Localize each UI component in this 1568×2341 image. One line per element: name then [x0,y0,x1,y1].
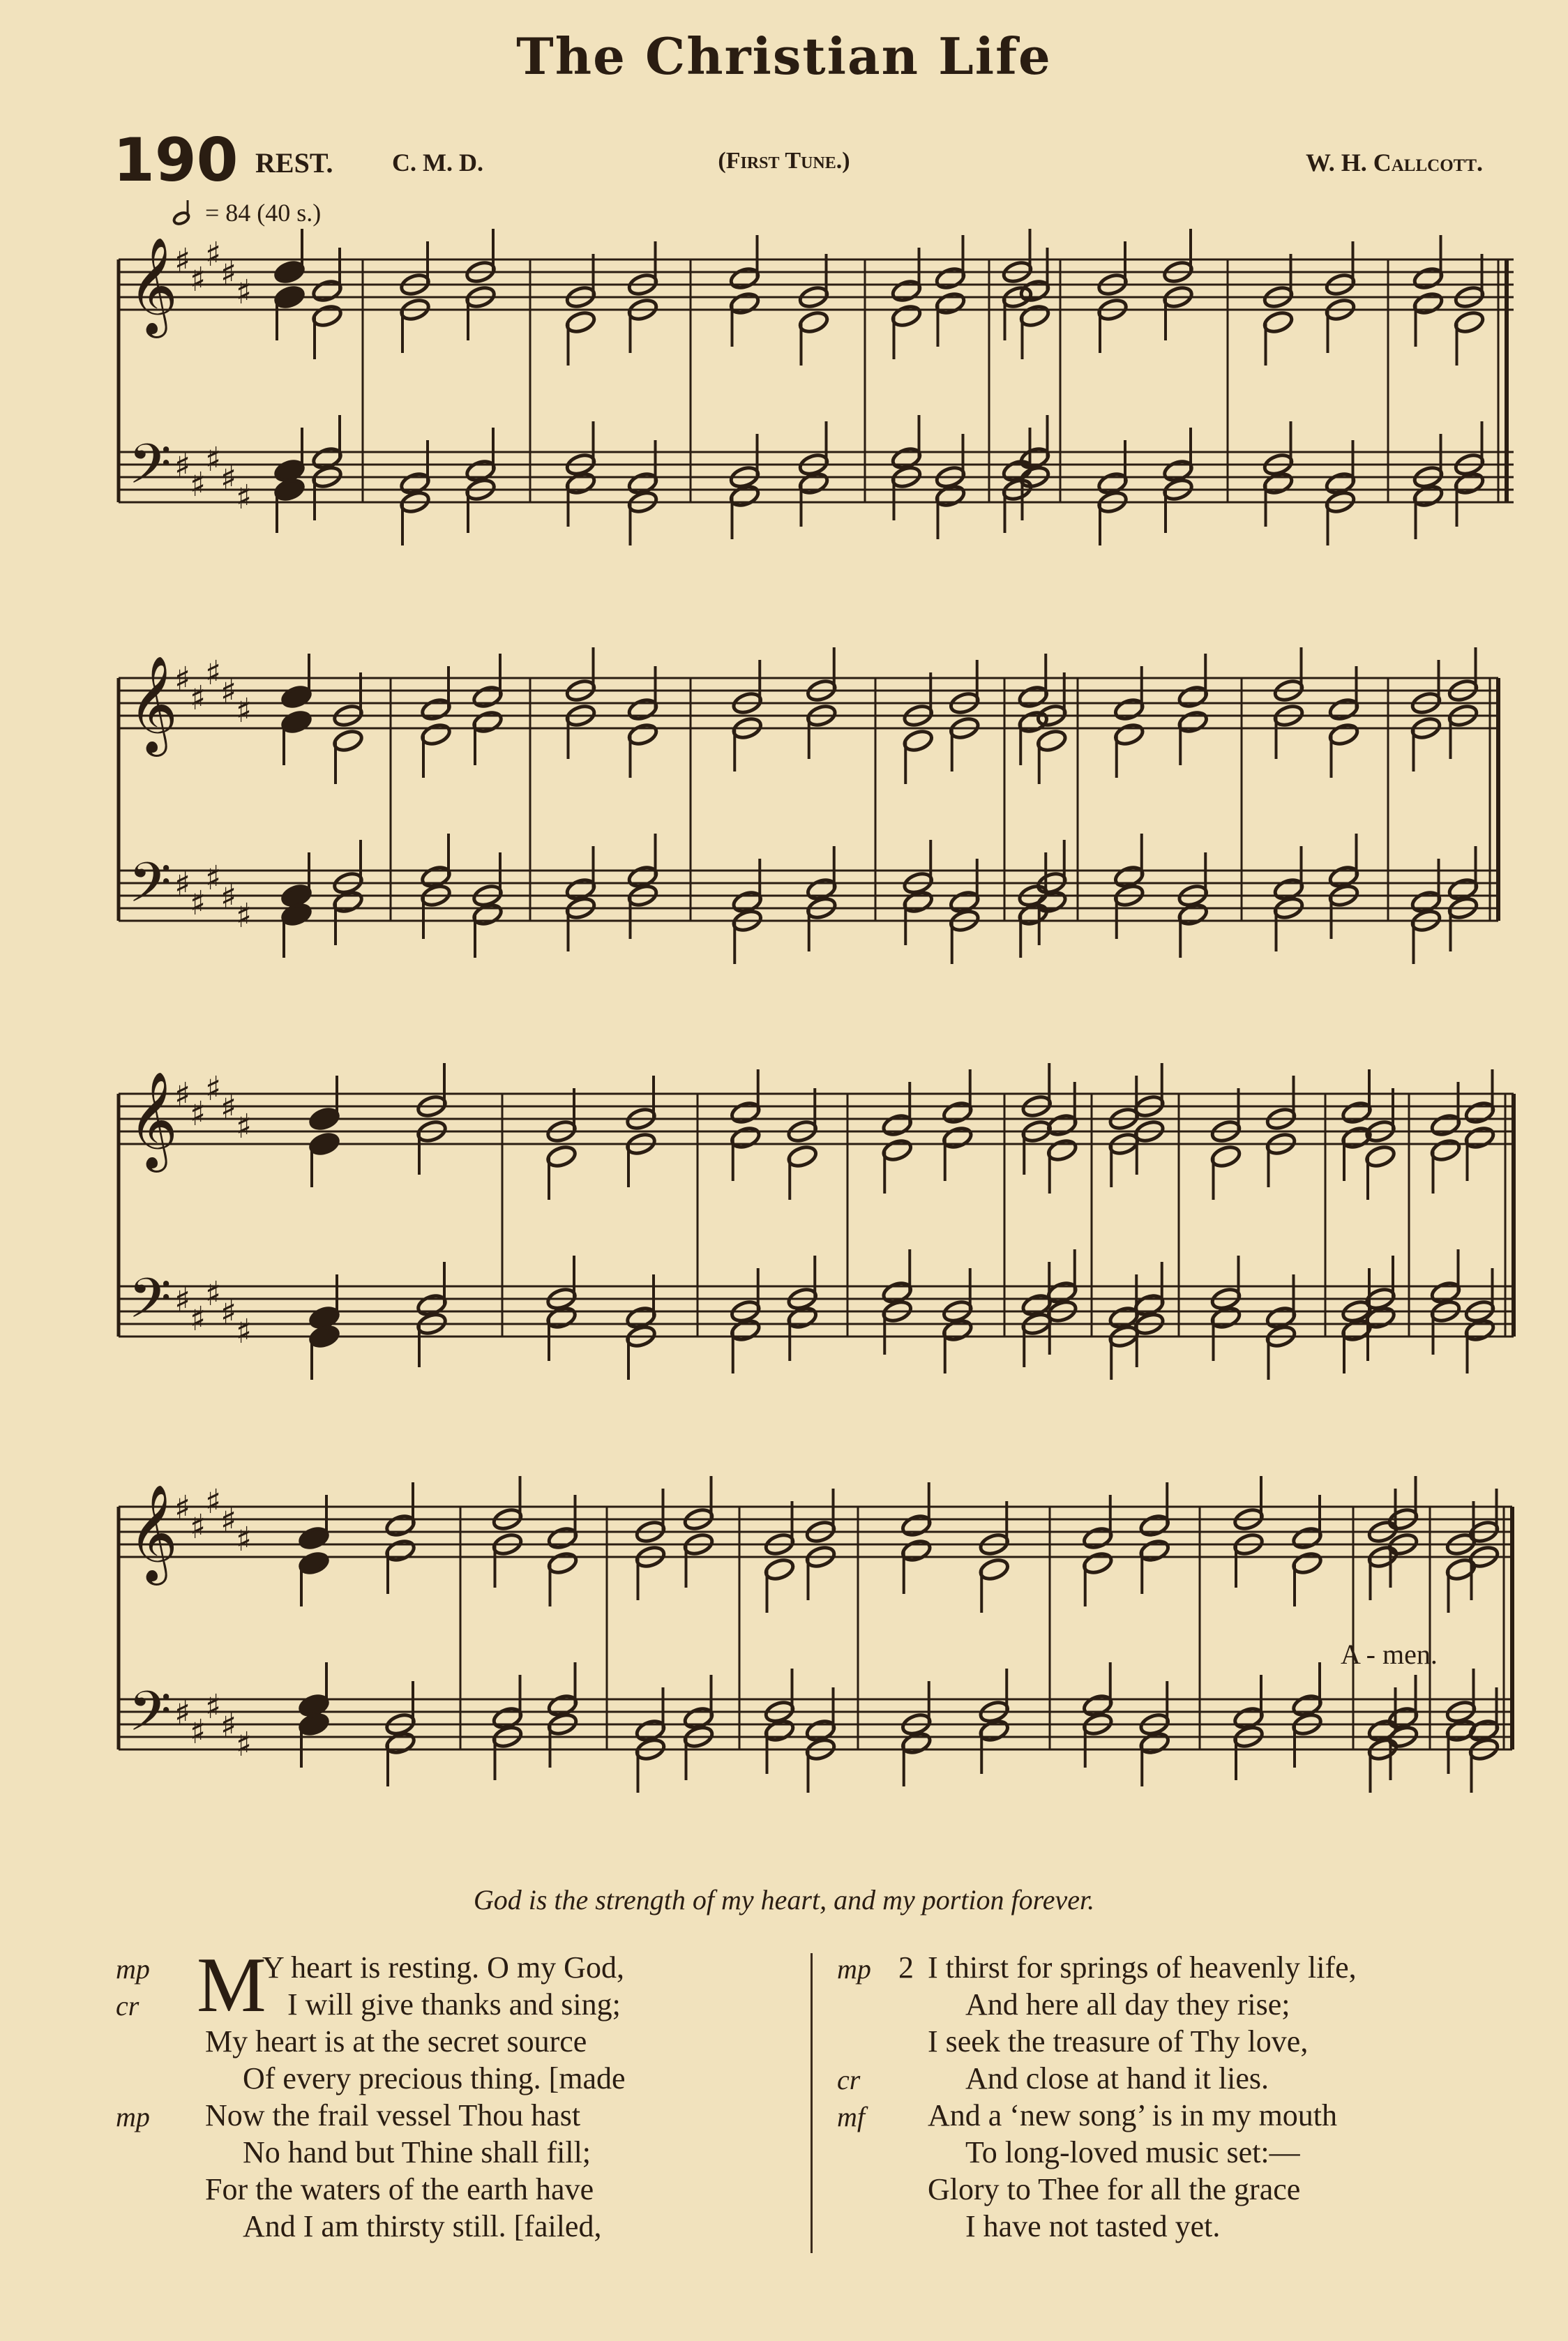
hymn-number: 190 [113,126,239,195]
sharp-icon: ♯ [190,1094,206,1134]
column-divider [811,1953,813,2253]
meter: C. M. D. [392,149,483,176]
verse-text: Glory to Thee for all the grace [928,2172,1301,2206]
verse-text: Now the frail vessel Thou hast [205,2098,581,2132]
sharp-icon: ♯ [205,235,222,274]
sharp-icon: ♯ [236,273,252,312]
sharp-icon: ♯ [236,1312,252,1351]
sharp-icon: ♯ [174,1489,191,1528]
sharp-icon: ♯ [236,1107,252,1146]
sharp-icon: ♯ [220,878,237,917]
sharp-icon: ♯ [174,865,191,904]
bass-clef-icon: 𝄢 [128,1266,172,1344]
sharp-icon: ♯ [220,672,237,712]
sharp-icon: ♯ [190,465,206,504]
dynamic-marking: cr [837,2064,861,2095]
sharp-icon: ♯ [220,1088,237,1127]
bass-clef-icon: 𝄢 [128,1679,172,1757]
epigraph: God is the strength of my heart, and my portion forever. [473,1884,1095,1915]
sharp-icon: ♯ [174,1281,191,1320]
dynamic-marking: cr [116,1990,140,2022]
sharp-icon: ♯ [236,478,252,517]
verse-text: I thirst for springs of heavenly life, [928,1950,1357,1985]
sharp-icon: ♯ [205,440,222,479]
amen-lyric: A - men. [1341,1639,1438,1670]
verse-text: And a ‘new song’ is in my mouth [928,2098,1338,2132]
verse-text: Y heart is resting. O my God, [262,1950,624,1985]
sharp-icon: ♯ [220,254,237,293]
sharp-icon: ♯ [236,896,252,935]
bass-clef-icon: 𝄢 [128,850,172,928]
sharp-icon: ♯ [174,660,191,699]
bass-clef-icon: 𝄢 [128,432,172,510]
sharp-icon: ♯ [205,1069,222,1108]
sharp-icon: ♯ [205,654,222,693]
treble-clef-icon: 𝄞 [128,1071,178,1168]
verse-text: I seek the treasure of Thy love, [928,2024,1309,2058]
treble-clef-icon: 𝄞 [128,237,178,334]
verse-number: 2 [898,1950,914,1985]
verse-text: I will give thanks and sing; [287,1987,621,2022]
sharp-icon: ♯ [190,679,206,718]
tune-name: REST. [255,147,333,179]
composer: W. H. Callcott. [1306,149,1483,176]
sharp-icon: ♯ [174,1694,191,1733]
drop-cap: M [197,1942,266,2028]
dynamic-marking: mf [837,2101,865,2132]
sharp-icon: ♯ [236,691,252,730]
sharp-icon: ♯ [190,884,206,923]
sharp-icon: ♯ [220,1293,237,1332]
sharp-icon: ♯ [220,459,237,498]
tune-note: (First Tune.) [718,148,850,174]
verse-text: And here all day they rise; [965,1987,1290,2022]
verse-text: To long-loved music set:— [965,2135,1300,2169]
sharp-icon: ♯ [205,1274,222,1313]
sharp-icon: ♯ [190,1300,206,1339]
sharp-icon: ♯ [174,446,191,485]
verse-text: And I am thirsty still. [failed, [243,2209,602,2243]
sharp-icon: ♯ [174,1076,191,1115]
sharp-icon: ♯ [220,1706,237,1745]
running-title: The Christian Life [516,27,1052,86]
sharp-icon: ♯ [190,1713,206,1752]
sharp-icon: ♯ [174,241,191,280]
treble-clef-icon: 𝄞 [128,1484,178,1581]
sharp-icon: ♯ [236,1725,252,1764]
sharp-icon: ♯ [190,260,206,299]
dynamic-marking: mp [837,1953,871,1985]
treble-clef-icon: 𝄞 [128,656,178,753]
sharp-icon: ♯ [205,859,222,898]
verse-text: My heart is at the secret source [205,2024,587,2058]
dynamic-marking: mp [116,1953,150,1985]
sharp-icon: ♯ [205,1687,222,1726]
verse-text: For the waters of the earth have [205,2172,594,2206]
verse-text: I have not tasted yet. [965,2209,1221,2243]
verse-text: Of every precious thing. [made [243,2061,626,2095]
verse-text: No hand but Thine shall fill; [243,2135,591,2169]
verse-text: And close at hand it lies. [965,2061,1269,2095]
dynamic-marking: mp [116,2101,150,2132]
sharp-icon: ♯ [236,1520,252,1559]
tempo-text: = 84 (40 s.) [205,199,322,227]
sharp-icon: ♯ [205,1482,222,1521]
sharp-icon: ♯ [190,1507,206,1546]
sharp-icon: ♯ [220,1501,237,1540]
